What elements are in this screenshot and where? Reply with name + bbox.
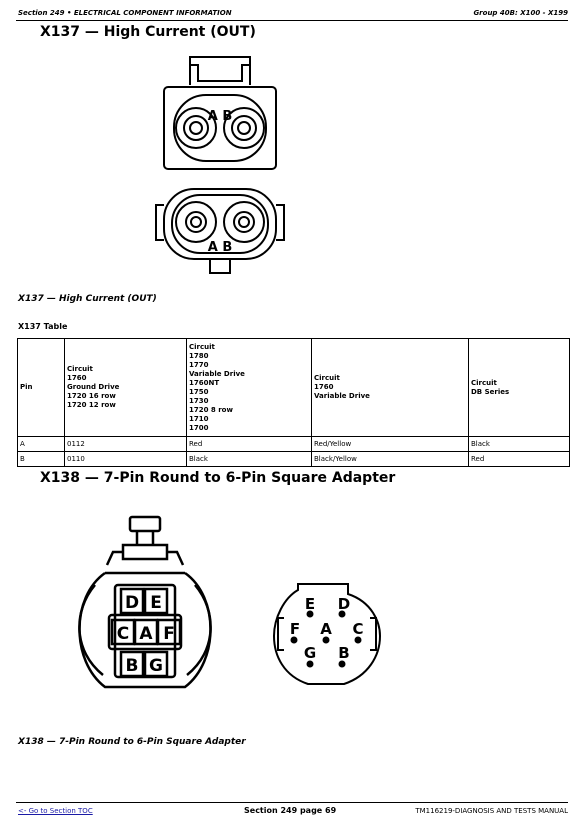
round-pin-label-f: F bbox=[289, 620, 301, 638]
x137-lower-connector-diagram bbox=[150, 185, 290, 280]
x137-table-title: X137 Table bbox=[18, 322, 68, 331]
table-cell: Black bbox=[187, 452, 312, 467]
pin-label-g: G bbox=[149, 656, 163, 676]
group-header: Group 40B: X100 - X199 bbox=[473, 9, 568, 17]
round-pin-label-d: D bbox=[337, 595, 351, 613]
footer-divider bbox=[16, 802, 568, 803]
round-pin-label-c: C bbox=[352, 620, 364, 638]
table-row bbox=[18, 437, 570, 452]
table-cell: Red bbox=[187, 437, 312, 452]
table-header-cell: Circuit 1760 Variable Drive bbox=[312, 339, 469, 437]
x137-upper-connector-diagram bbox=[150, 55, 290, 175]
table-cell: Red bbox=[469, 452, 570, 467]
x137-pin-table bbox=[17, 338, 570, 467]
table-cell: B bbox=[18, 452, 65, 467]
x137-title: X137 — High Current (OUT) bbox=[40, 24, 256, 40]
table-header-row bbox=[18, 339, 570, 437]
round-pin-label-b: B bbox=[338, 644, 350, 662]
table-cell: 0112 bbox=[65, 437, 187, 452]
pin-label-d: D bbox=[124, 593, 140, 613]
pin-label-c: C bbox=[116, 624, 130, 644]
x138-square-connector-diagram bbox=[65, 515, 225, 700]
x137-upper-pin-labels: A B bbox=[207, 109, 233, 124]
pin-label-f: F bbox=[163, 624, 175, 644]
round-pin-label-e: E bbox=[304, 595, 316, 613]
manual-title: TM116219-DIAGNOSIS AND TESTS MANUAL bbox=[415, 807, 568, 815]
x138-caption: X138 — 7-Pin Round to 6-Pin Square Adapter bbox=[18, 737, 246, 747]
table-cell: 0110 bbox=[65, 452, 187, 467]
x138-round-connector-diagram bbox=[268, 578, 388, 693]
round-pin-label-g: G bbox=[303, 644, 317, 662]
table-header-cell: Circuit 1780 1770 Variable Drive 1760NT 1750 1730 1720 8 row 1710 1700 bbox=[187, 339, 312, 437]
table-cell: Black bbox=[469, 437, 570, 452]
pin-label-a: A bbox=[139, 624, 153, 644]
header-divider bbox=[16, 20, 568, 21]
x137-caption: X137 — High Current (OUT) bbox=[18, 294, 157, 304]
section-header: Section 249 • ELECTRICAL COMPONENT INFORMATION bbox=[18, 9, 232, 17]
table-header-cell: Pin bbox=[18, 339, 65, 437]
table-cell: Red/Yellow bbox=[312, 437, 469, 452]
table-header-cell: Circuit 1760 Ground Drive 1720 16 row 1720 12 row bbox=[65, 339, 187, 437]
go-to-toc-link[interactable]: <- Go to Section TOC bbox=[18, 807, 93, 815]
pin-label-e: E bbox=[150, 593, 162, 613]
x138-title: X138 — 7-Pin Round to 6-Pin Square Adapter bbox=[40, 470, 396, 486]
round-pin-label-a: A bbox=[320, 620, 332, 638]
table-cell: Black/Yellow bbox=[312, 452, 469, 467]
pin-label-b: B bbox=[125, 656, 139, 676]
table-header-cell: Circuit DB Series bbox=[469, 339, 570, 437]
table-cell: A bbox=[18, 437, 65, 452]
page-number: Section 249 page 69 bbox=[244, 806, 337, 815]
table-row bbox=[18, 452, 570, 467]
x137-lower-pin-labels: A B bbox=[207, 240, 233, 255]
